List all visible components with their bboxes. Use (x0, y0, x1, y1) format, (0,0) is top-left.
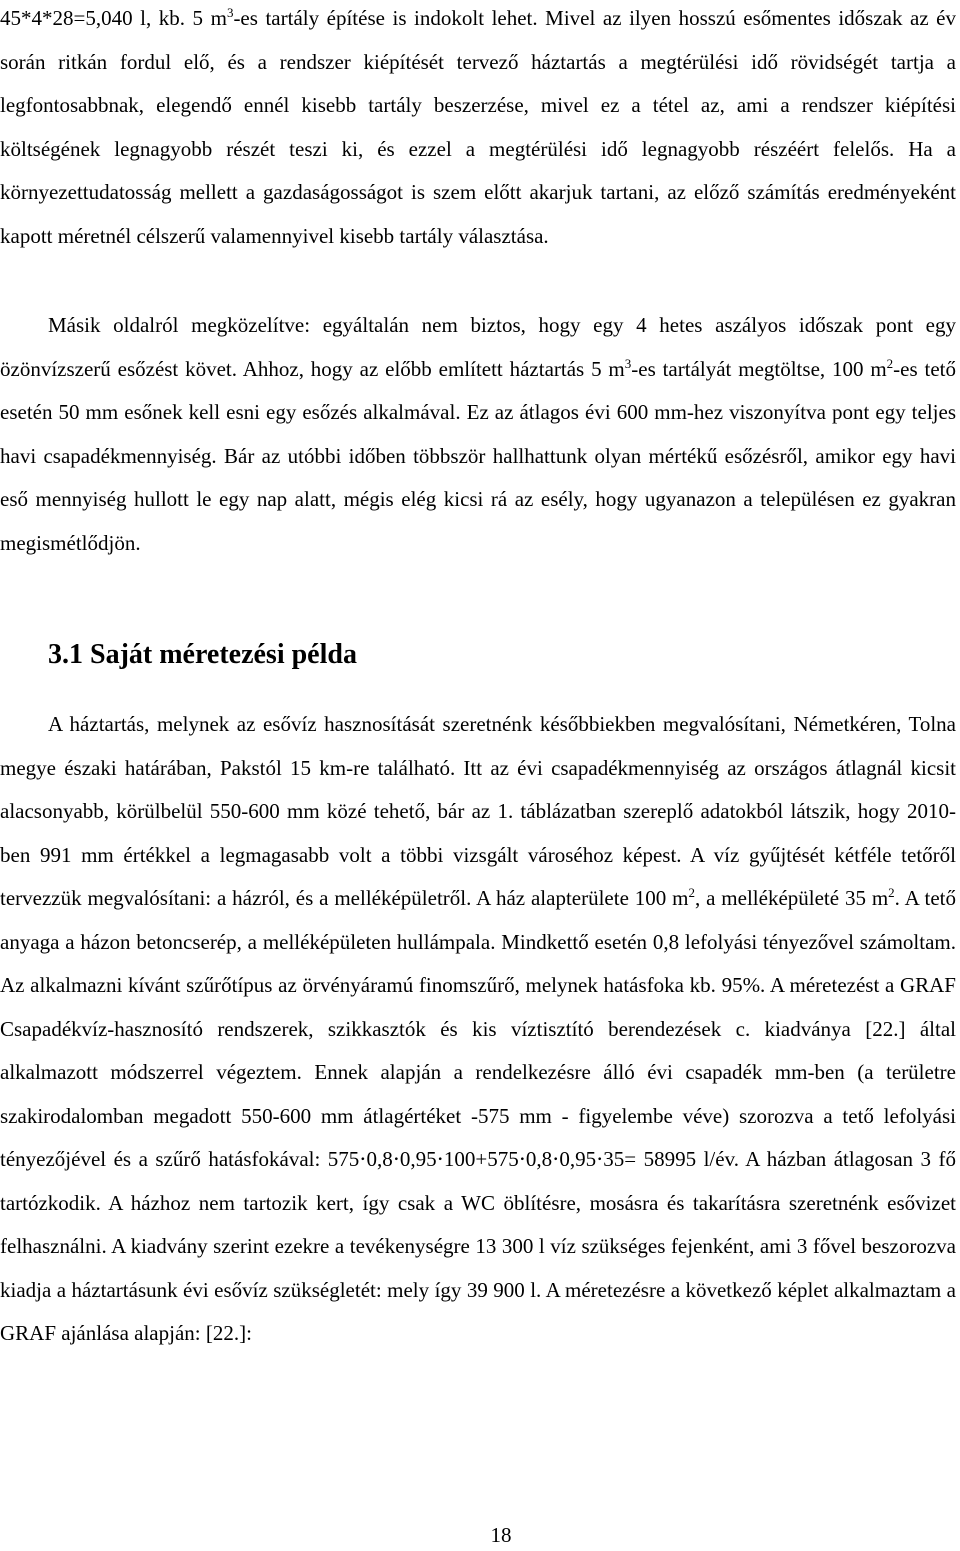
superscript: 2 (886, 355, 894, 371)
text-run: -es tartály építése is indokolt lehet. Mivel az ilyen hosszú esőmentes időszak az év során ritkán fordul elő, és a rendszer kiépítését tervező háztartás a megtérülési idő rövidségét tartja a legfontosabbnak, elegendő ennél kisebb tartály beszerzése, mivel ez a tétel az, ami a rendszer kiépítési költségének legnagyobb részét teszi ki, és ezzel a megtérülési idő legnagyobb részéért felelős. Ha a környezettudatosság mellett a gazdaságosságot is szem előtt akarjuk tartani, az előző számítás eredményeként kapott méretnél célszerű valamennyivel kisebb tartály választása. (0, 6, 957, 248)
superscript: 3 (624, 355, 632, 371)
body-paragraph-2 (0, 304, 956, 565)
text-run: . A tető anyaga a házon betoncserép, a melléképületen hullámpala. Mindkettő esetén 0,8 lefolyási tényezővel számoltam. Az alkalmazni kívánt szűrőtípus az örvényáramú finomszűrő, melynek hatásfoka kb. 95%. A méretezést a GRAF Csapadékvíz-hasznosító rendszerek, szikkasztók és kis víztisztító berendezések c. kiadványa [22.] által alkalmazott módszerrel végeztem. Ennek alapján a rendelkezésre álló évi csapadék mm-ben (a területre szakirodalomban megadott 550-600 mm átlagértéket -575 mm - figyelembe véve) szorozva a tető lefolyási tényezőjével és a szűrő hatásfokával: 575⋅0,8⋅0,95⋅100+575⋅0,8⋅0,95⋅35= 58995 l/év. A házban átlagosan 3 fő tartózkodik. A házhoz nem tartozik kert, így csak a WC öblítésre, mosásra és takarításra szeretnénk esővizet felhasználni. A kiadvány szerint ezekre a tevékenységre 13 300 l víz szükséges fejenként, ami 3 fővel beszorozva kiadja a háztartásunk évi esővíz szükségletét: mely így 39 900 l. A méretezésre a következő képlet alkalmaztam a GRAF ajánlása alapján: [22.]: (0, 886, 956, 1345)
text-run: 45*4*28=5,040 l, kb. 5 m (0, 6, 227, 30)
text-run: -es tartályát megtöltse, 100 m (631, 356, 887, 381)
superscript: 3 (226, 5, 234, 20)
page-number: 18 (490, 1523, 512, 1547)
text-run: -es tető esetén 50 mm esőnek kell esni egy esőzés alkalmával. Ez az átlagos évi 600 mm-hez viszonyítva pont egy teljes havi csapadékmennyiség. Bár az utóbbi időben többször hallhattunk olyan mértékű esőzésről, amikor egy havi eső mennyiség hullott le egy nap alatt, mégis elég kicsi rá az esély, hogy ugyanazon a településen ez gyakran megismétlődjön. (0, 356, 956, 555)
text-run: A háztartás, melynek az esővíz hasznosítását szeretnénk későbbiekben megvalósítani, Németkéren, Tolna megye északi határában, Pakstól 15 km-re található. Itt az évi csapadékmennyiség az országos átlagnál kicsit alacsonyabb, körülbelül 550-600 mm közé tehető, bár az 1. táblázatban szereplő adatokból látszik, hogy 2010-ben 991 mm értékkel a legmagasabb volt a többi vizsgált városéhoz képest. A víz gyűjtését kétféle tetőről tervezzük megvalósítani: a házról, és a melléképületről. A ház alapterülete 100 m (0, 712, 956, 910)
section-paragraph (0, 703, 956, 1356)
body-paragraph-1 (0, 0, 956, 258)
section-heading: 3.1 Saját méretezési példa (48, 639, 357, 670)
text-run: Másik oldalról megközelítve: egyáltalán nem biztos, hogy egy 4 hetes aszályos időszak pont egy özönvízszerű esőzést követ. Ahhoz, hogy az előbb említett háztartás 5 m (0, 313, 956, 381)
superscript: 2 (688, 885, 695, 900)
text-run: , a melléképületé 35 m (694, 886, 889, 910)
superscript: 2 (888, 885, 895, 900)
